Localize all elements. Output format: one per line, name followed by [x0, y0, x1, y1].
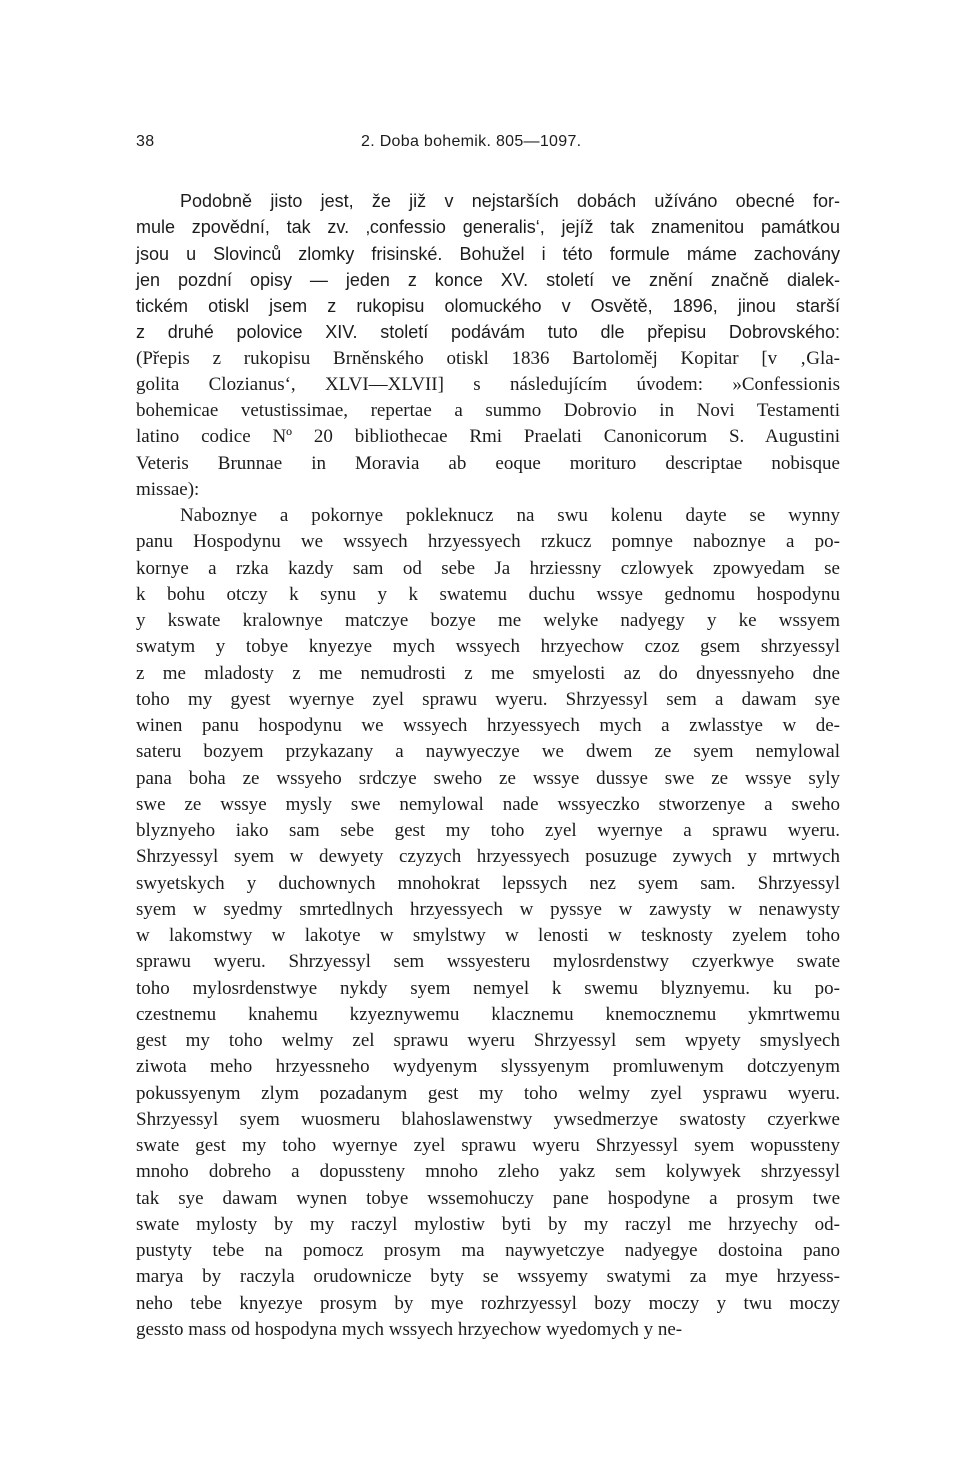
- intro-line: Veteris Brunnae in Moravia ab eoque morituro descriptae nobisque: [136, 452, 840, 474]
- confession-line: tak sye dawam wynen tobye wssemohuczy pane hospodyne a prosym twe: [136, 1187, 840, 1209]
- confession-line: kornye a rzka kazdy sam od sebe Ja hrziessny czlowyek zpowyedam se: [136, 557, 840, 579]
- confession-line: sprawu wyeru. Shrzyessyl sem wssyesteru mylosrdenstwy czyerkwye swate: [136, 951, 840, 973]
- intro-line: latino codice Nº 20 bibliothecae Rmi Praelati Canonicorum S. Augustini: [136, 426, 840, 448]
- confession-line: winen panu hospodynu we wssyech hrzyessyech mych a zwlasstye w de-: [136, 715, 840, 736]
- confession-line: swe ze wssye mysly swe nemylowal nade wssyeczko stworzenye a sweho: [136, 793, 840, 815]
- confession-line: swatym y tobye knyezye mych wssyech hrzyechow czoz gsem shrzyessyl: [136, 636, 840, 658]
- confession-line: Naboznye a pokornye pokleknucz na swu kolenu dayte se wynny: [180, 505, 840, 526]
- confession-line: czestnemu knahemu kzyeznywemu klacznemu knemocznemu ykmrtwemu: [136, 1003, 840, 1025]
- confession-line: w lakomstwy w lakotye w smylstwy w lenosti w tesknosty zyelem toho: [136, 925, 840, 946]
- confession-line: sateru bozyem przykazany a naywyeczye we dwem ze syem nemylowal: [136, 741, 840, 763]
- confession-line: syem w syedmy smrtedlnych hrzyessyech w pyssye w zawysty w nenawysty: [136, 898, 840, 920]
- confession-line: panu Hospodynu we wssyech hrzyessyech rzkucz pomnye naboznye a po-: [136, 531, 840, 553]
- confession-line: neho tebe knyezye prosym by mye rozhrzyessyl bozy moczy y twu moczy: [136, 1292, 840, 1314]
- running-head: 2. Doba bohemik. 805—1097.: [361, 133, 582, 150]
- confession-line: toho mylosrdenstwye nykdy syem nemyel k swemu blyznyemu. ku po-: [136, 977, 840, 999]
- confession-line: marya by raczyla orudownicze byty se wssyemy swatymi za mye hrzyess-: [136, 1266, 840, 1288]
- intro-line: z druhé polovice XIV. století podávám tuto dle přepisu Dobrovského:: [136, 322, 840, 343]
- intro-line: golita Clozianus‘, XLVI—XLVII] s následujícím úvodem: »Confessionis: [136, 373, 840, 395]
- confession-line: mnoho dobreho a dopussteny mnoho zleho yakz sem kolywyek shrzyessyl: [136, 1161, 840, 1183]
- confession-text: [136, 503, 840, 1343]
- page-body: [136, 188, 840, 1343]
- intro-line: missae):: [136, 478, 200, 500]
- confession-line: swyetskych y duchownych mnohokrat lepssych nez syem sam. Shrzyessyl: [136, 872, 840, 894]
- intro-line: mule zpovědní, tak zv. ‚confessio generalis‘, jejíž tak znamenitou památkou: [136, 217, 840, 238]
- intro-line: Podobně jisto jest, že již v nejstarších dobách užíváno obecné for-: [180, 191, 840, 211]
- confession-line: k bohu otczy k synu y k swatemu duchu wssye gednomu hospodynu: [136, 583, 840, 605]
- confession-line: pokussyenym zlym pozadanym gest my toho welmy zyel ysprawu wyeru.: [136, 1082, 840, 1104]
- confession-line: Shrzyessyl syem wuosmeru blahoslawenstwy ywsedmerzye swatosty czyerkwe: [136, 1108, 840, 1130]
- confession-line: y kswate kralownye matczye bozye me welyke nadyegy y ke wssyem: [136, 610, 840, 631]
- confession-line: swate mylosty by my raczyl mylostiw byti by my raczyl me hrzyechy od-: [136, 1213, 840, 1235]
- confession-line: gessto mass od hospodyna mych wssyech hrzyechow wyedomych y ne-: [136, 1318, 683, 1340]
- page-header: [136, 133, 836, 157]
- intro-line: jsou u Slovinců zlomky frisinské. Bohužel i této formule máme zachovány: [136, 243, 840, 264]
- confession-line: Shrzyessyl syem w dewyety czyzych hrzyessyech posuzuge zywych y mrtwych: [136, 846, 840, 868]
- confession-line: toho my gyest wyernye zyel sprawu wyeru. Shrzyessyl sem a dawam sye: [136, 688, 840, 710]
- confession-line: pana boha ze wssyeho srdczye sweho ze wssye dussye swe ze wssye syly: [136, 767, 840, 789]
- intro-line: bohemicae vetustissimae, repertae a summo Dobrovio in Novi Testamenti: [136, 400, 840, 421]
- intro-line: jen pozdní opisy — jeden z konce XV. století ve znění značně dialek-: [136, 269, 840, 290]
- confession-line: ziwota meho hrzyessneho wydyenym slyssyenym promluwenym dotczyenym: [136, 1056, 840, 1078]
- confession-line: pustyty tebe na pomocz prosym ma naywyetczye nadyegye dostoina pano: [136, 1240, 840, 1261]
- confession-line: blyznyeho iako sam sebe gest my toho zyel wyernye a sprawu wyeru.: [136, 820, 840, 841]
- page-number: 38: [136, 133, 155, 150]
- confession-line: z me mladosty z me nemudrosti z me smyelosti az do dnyessnyeho dne: [136, 662, 840, 684]
- intro-line: (Přepis z rukopisu Brněnského otiskl 1836 Bartoloměj Kopitar [v ‚Gla-: [136, 347, 840, 369]
- intro-line: tickém otiskl jsem z rukopisu olomuckého v Osvětě, 1896, jinou starší: [136, 296, 840, 316]
- intro-paragraph: [136, 188, 840, 503]
- confession-line: swate gest my toho wyernye zyel sprawu wyeru Shrzyessyl syem wopussteny: [136, 1135, 840, 1156]
- confession-line: gest my toho welmy zel sprawu wyeru Shrzyessyl sem wpyety smyslyech: [136, 1030, 840, 1051]
